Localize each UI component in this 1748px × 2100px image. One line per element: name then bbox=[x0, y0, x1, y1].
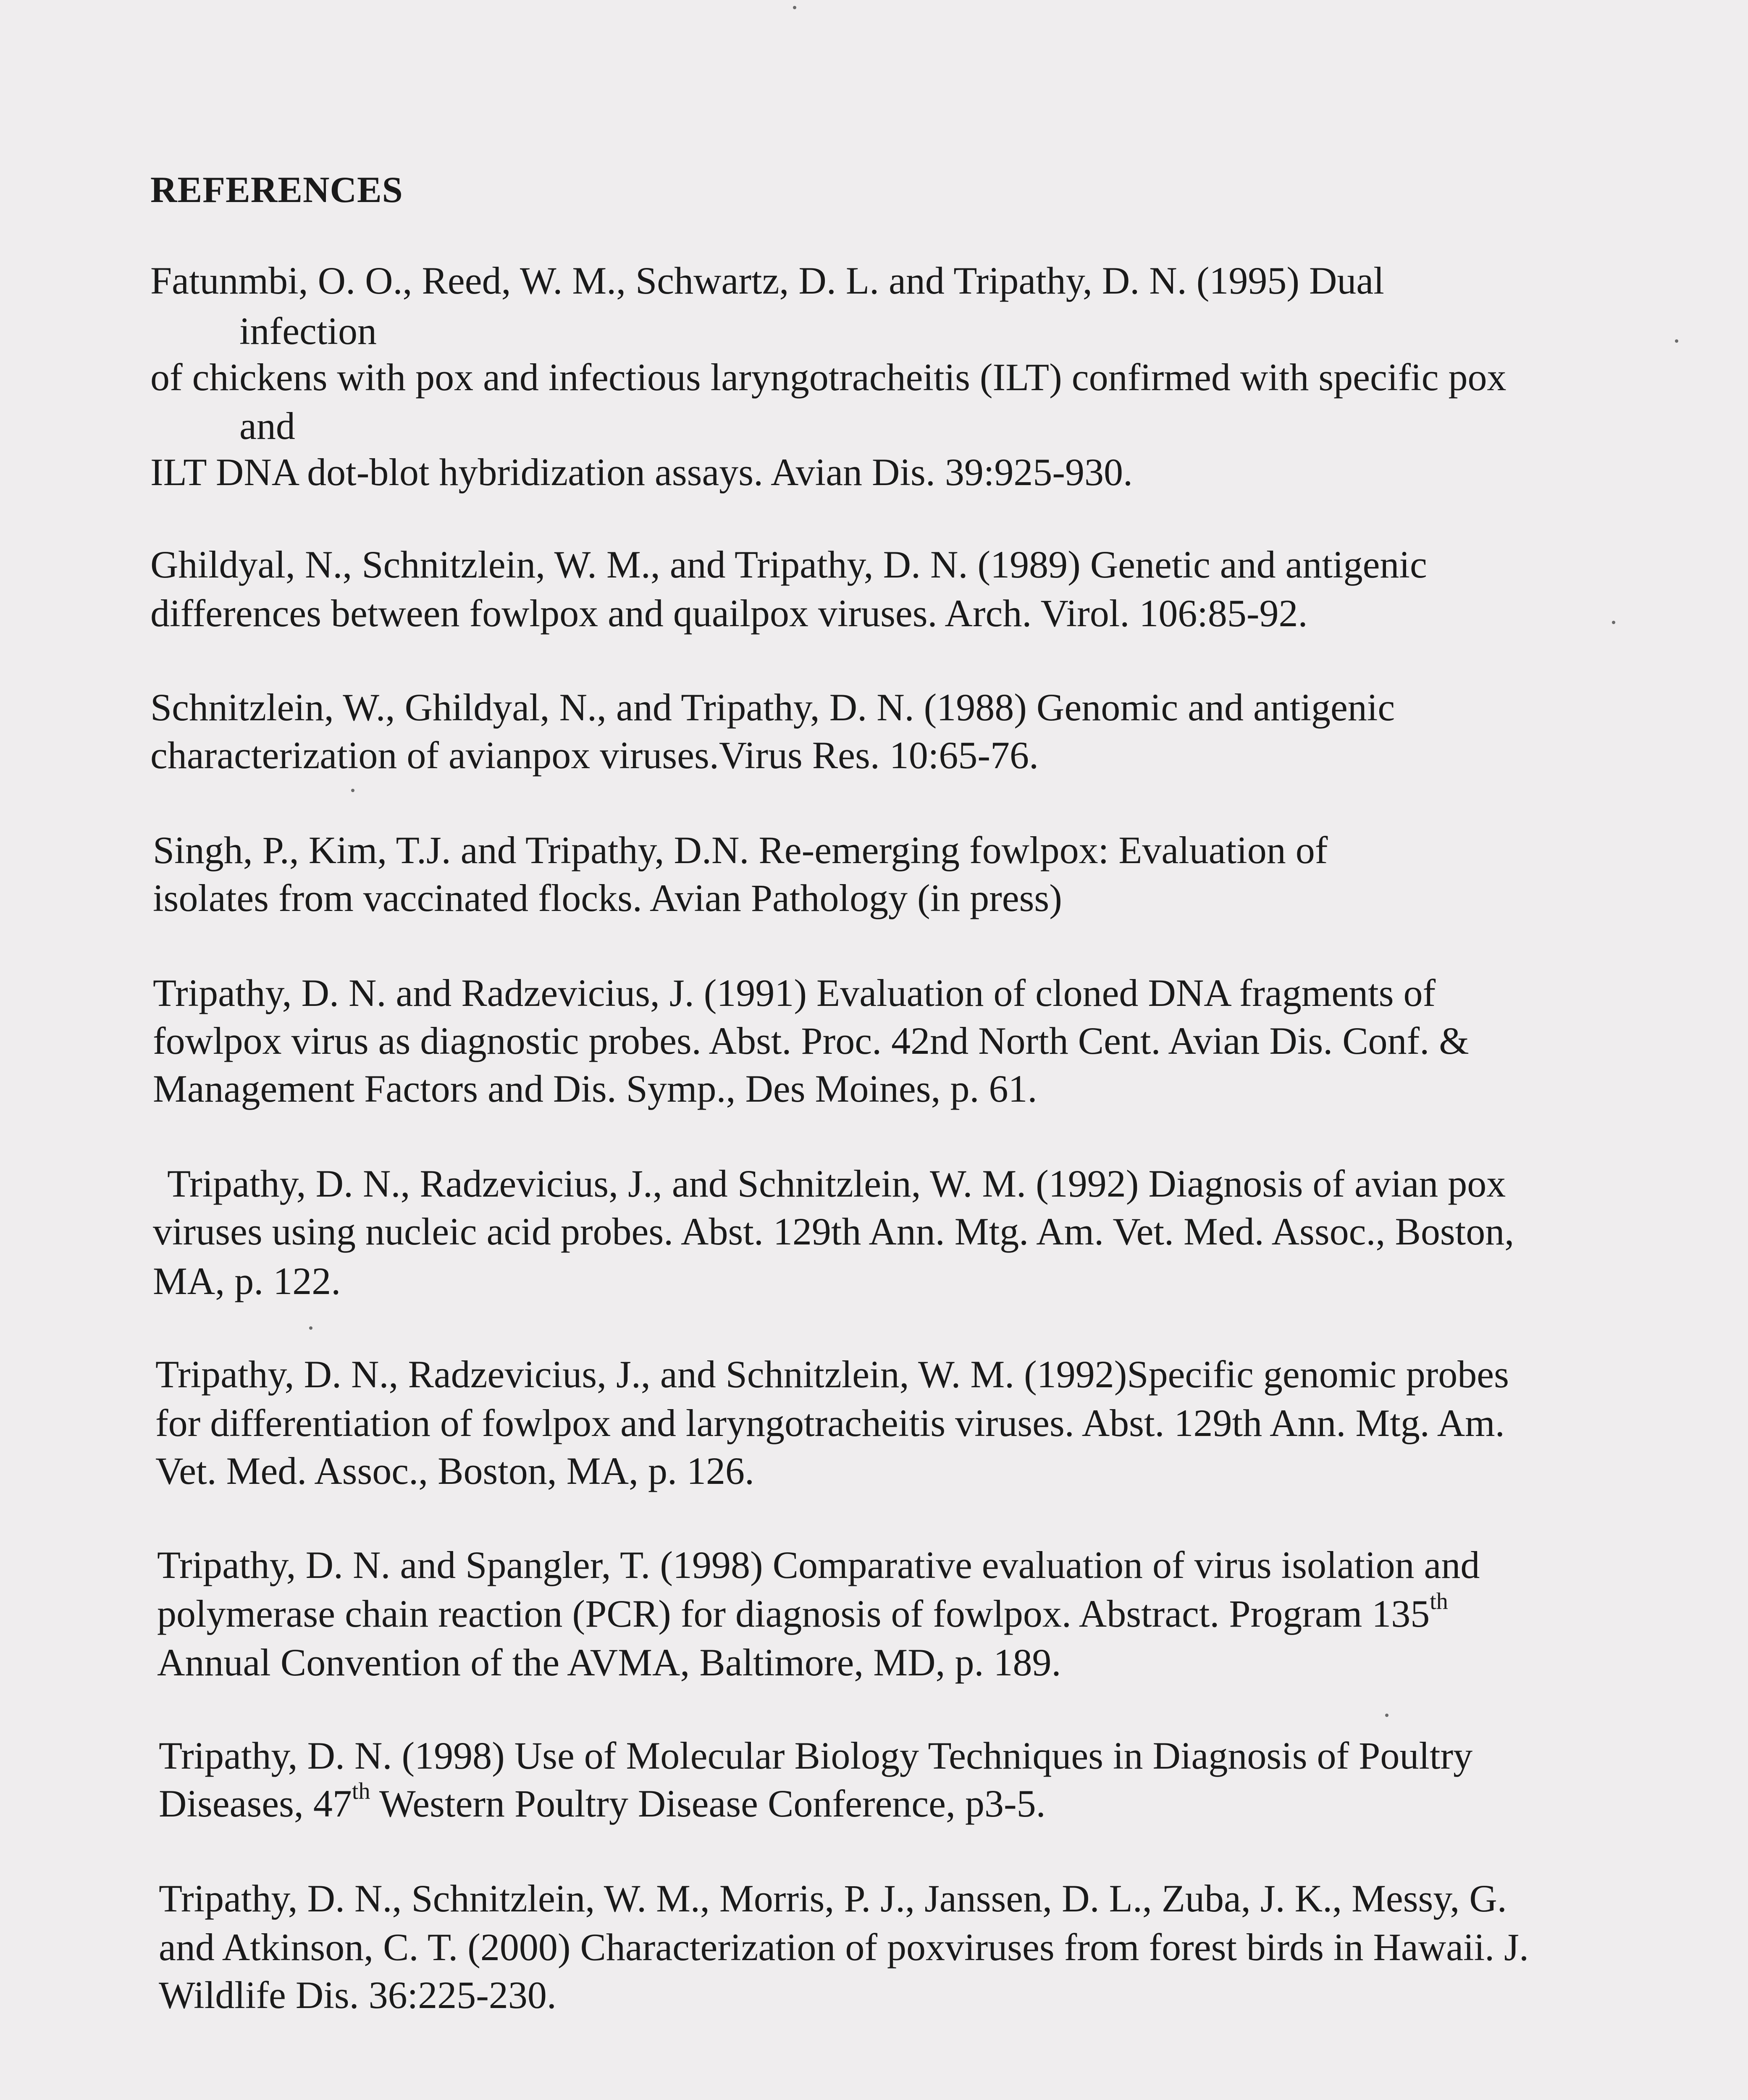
scan-speck bbox=[1385, 1714, 1388, 1717]
scan-speck bbox=[793, 6, 796, 9]
reference-line: of chickens with pox and infectious laryngotracheitis (ILT) confirmed with specific pox bbox=[150, 356, 1507, 399]
reference-line: Tripathy, D. N. and Radzevicius, J. (1991) Evaluation of cloned DNA fragments of bbox=[153, 971, 1436, 1014]
reference-line: Ghildyal, N., Schnitzlein, W. M., and Tripathy, D. N. (1989) Genetic and antigenic bbox=[150, 543, 1427, 586]
reference-line: infection bbox=[239, 310, 377, 352]
reference-line: for differentiation of fowlpox and laryngotracheitis viruses. Abst. 129th Ann. Mtg. Am. bbox=[155, 1402, 1505, 1444]
reference-line: differences between fowlpox and quailpox viruses. Arch. Virol. 106:85-92. bbox=[150, 592, 1308, 635]
reference-line bbox=[157, 1588, 1448, 1635]
reference-line: Tripathy, D. N. and Spangler, T. (1998) Comparative evaluation of virus isolation and bbox=[157, 1544, 1480, 1586]
reference-line: Singh, P., Kim, T.J. and Tripathy, D.N. Re-emerging fowlpox: Evaluation of bbox=[153, 829, 1328, 872]
reference-line: Tripathy, D. N., Radzevicius, J., and Schnitzlein, W. M. (1992)Specific genomic probes bbox=[155, 1353, 1509, 1396]
reference-line: and Atkinson, C. T. (2000) Characterization of poxviruses from forest birds in Hawaii. J. bbox=[159, 1926, 1529, 1969]
reference-line: Tripathy, D. N., Radzevicius, J., and Schnitzlein, W. M. (1992) Diagnosis of avian pox bbox=[167, 1162, 1506, 1205]
reference-line: Annual Convention of the AVMA, Baltimore, MD, p. 189. bbox=[157, 1641, 1061, 1684]
reference-line-text: Western Poultry Disease Conference, p3-5. bbox=[370, 1782, 1046, 1825]
scan-speck bbox=[309, 1326, 312, 1330]
reference-line: and bbox=[239, 404, 295, 447]
reference-line: characterization of avianpox viruses.Virus Res. 10:65-76. bbox=[150, 734, 1039, 777]
reference-line: Fatunmbi, O. O., Reed, W. M., Schwartz, D. L. and Tripathy, D. N. (1995) Dual bbox=[150, 259, 1384, 302]
reference-line: Tripathy, D. N., Schnitzlein, W. M., Morris, P. J., Janssen, D. L., Zuba, J. K., Messy, G. bbox=[159, 1877, 1507, 1920]
reference-line bbox=[159, 1778, 1046, 1825]
reference-line: Vet. Med. Assoc., Boston, MA, p. 126. bbox=[155, 1449, 755, 1492]
reference-line: fowlpox virus as diagnostic probes. Abst. Proc. 42nd North Cent. Avian Dis. Conf. & bbox=[153, 1019, 1469, 1062]
reference-line: Tripathy, D. N. (1998) Use of Molecular Biology Techniques in Diagnosis of Poultry bbox=[159, 1734, 1473, 1777]
reference-line: Management Factors and Dis. Symp., Des Moines, p. 61. bbox=[153, 1067, 1037, 1110]
reference-line: isolates from vaccinated flocks. Avian Pathology (in press) bbox=[153, 877, 1062, 919]
reference-line: ILT DNA dot-blot hybridization assays. Avian Dis. 39:925-930. bbox=[150, 451, 1133, 494]
ordinal-suffix: th bbox=[1430, 1588, 1448, 1615]
reference-line-text: polymerase chain reaction (PCR) for diagnosis of fowlpox. Abstract. Program 135 bbox=[157, 1592, 1430, 1635]
scan-speck bbox=[1612, 621, 1615, 624]
reference-line: Schnitzlein, W., Ghildyal, N., and Tripathy, D. N. (1988) Genomic and antigenic bbox=[150, 686, 1395, 729]
scan-speck bbox=[351, 789, 354, 792]
scan-speck bbox=[1675, 339, 1678, 343]
ordinal-suffix: th bbox=[352, 1778, 370, 1805]
reference-line-text: Diseases, 47 bbox=[159, 1782, 352, 1825]
page-title: REFERENCES bbox=[150, 170, 403, 210]
reference-line: MA, p. 122. bbox=[153, 1260, 341, 1302]
reference-line: Wildlife Dis. 36:225-230. bbox=[159, 1974, 556, 2016]
reference-line: viruses using nucleic acid probes. Abst. 129th Ann. Mtg. Am. Vet. Med. Assoc., Boston, bbox=[153, 1210, 1514, 1253]
